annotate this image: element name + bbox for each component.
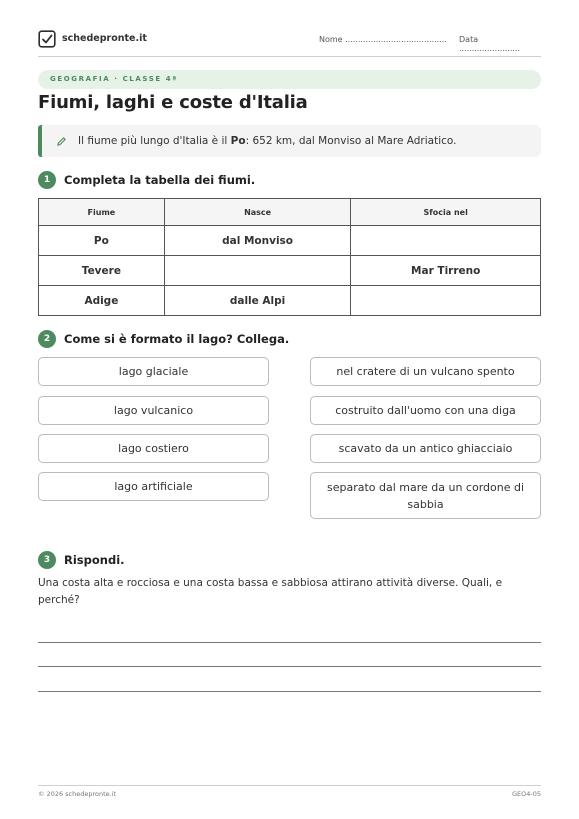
header-divider <box>38 56 541 57</box>
answer-line[interactable] <box>38 666 541 667</box>
column-header: Nasce <box>164 199 351 226</box>
match-left-item[interactable]: lago glaciale <box>38 357 269 386</box>
answer-line[interactable] <box>38 691 541 692</box>
section-number-2: 2 <box>38 330 56 348</box>
match-left-item[interactable]: lago costiero <box>38 434 269 463</box>
table-cell: Po <box>39 226 165 256</box>
section-title-2: Come si è formato il lago? Collega. <box>64 332 290 346</box>
table-row <box>39 286 541 316</box>
answer-cell[interactable] <box>351 286 541 316</box>
column-header: Fiume <box>39 199 165 226</box>
answer-cell[interactable] <box>351 226 541 256</box>
table-cell: Adige <box>39 286 165 316</box>
brand-name: schedepronte.it <box>62 33 147 44</box>
note-text: Il fiume più lungo d'Italia è il Po: 652 km, dal Monviso al Mare Adriatico. <box>78 135 457 147</box>
note-highlight: Po <box>230 135 246 147</box>
page-title: Fiumi, laghi e coste d'Italia <box>38 92 308 113</box>
section-number-1: 1 <box>38 171 56 189</box>
match-right-item[interactable]: costruito dall'uomo con una diga <box>310 396 541 425</box>
subject-tag: GEOGRAFIA · CLASSE 4ª <box>38 70 541 89</box>
match-left-item[interactable]: lago vulcanico <box>38 396 269 425</box>
answer-cell[interactable] <box>164 256 351 286</box>
name-field[interactable]: Nome ........................................ <box>319 35 447 44</box>
section-number-3: 3 <box>38 551 56 569</box>
match-left-item[interactable]: lago artificiale <box>38 472 269 501</box>
question-text: Una costa alta e rocciosa e una costa bassa e sabbiosa attirano attività diverse. Quali, e perché? <box>38 577 503 606</box>
table-cell: dal Monviso <box>164 226 351 256</box>
column-header: Sfocia nel <box>351 199 541 226</box>
checkbox-icon <box>38 30 56 48</box>
table-row <box>39 226 541 256</box>
footer-code: GEO4-05 <box>511 790 541 798</box>
match-right-item[interactable]: separato dal mare da un cordone di sabbia <box>310 472 541 519</box>
footer-copyright: © 2026 schedepronte.it <box>38 790 117 798</box>
pencil-icon <box>56 136 67 147</box>
section-title-3: Rispondi. <box>64 553 125 567</box>
match-right-item[interactable]: nel cratere di un vulcano spento <box>310 357 541 386</box>
rivers-table <box>38 198 541 316</box>
table-cell: Mar Tirreno <box>351 256 541 286</box>
match-right-item[interactable]: scavato da un antico ghiacciaio <box>310 434 541 463</box>
table-cell: dalle Alpi <box>164 286 351 316</box>
table-header-row <box>39 199 541 226</box>
header <box>38 30 541 53</box>
date-field[interactable]: Data ........................ <box>459 35 521 53</box>
section-title-1: Completa la tabella dei fiumi. <box>64 173 256 187</box>
table-cell: Tevere <box>39 256 165 286</box>
table-row <box>39 256 541 286</box>
footer-divider <box>38 785 541 786</box>
answer-line[interactable] <box>38 642 541 643</box>
worksheet-page <box>38 0 541 819</box>
info-note <box>38 125 541 157</box>
